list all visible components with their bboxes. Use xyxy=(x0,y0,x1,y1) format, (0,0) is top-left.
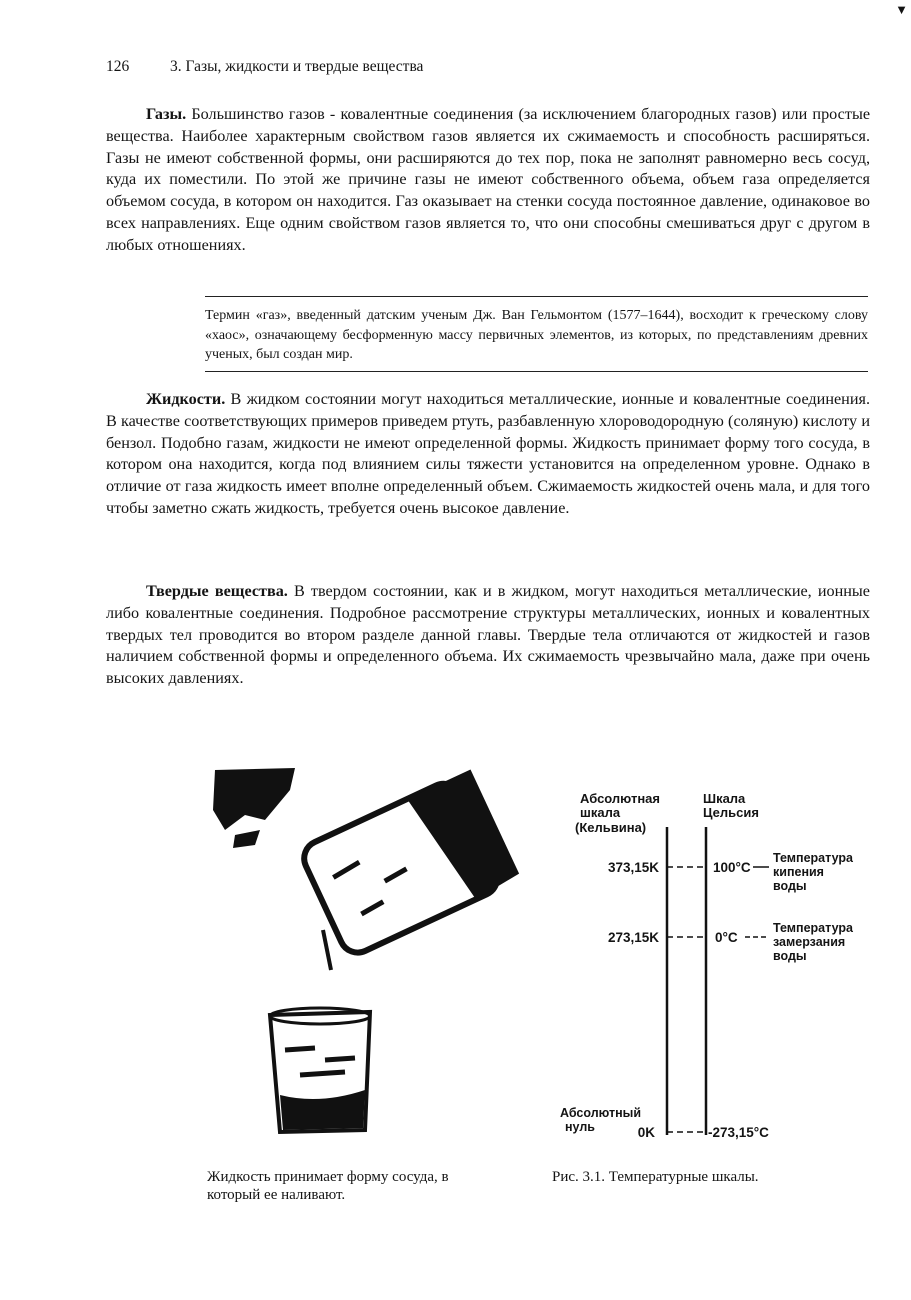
historical-note: Термин «газ», введенный датским ученым Дж. Ван Гельмонтом (1577–1644), восходит к греческому слову «хаос», означающему бесформенную массу первичных элементов, из которых, по представлениям древних ученых, был создан мир. xyxy=(205,296,868,372)
paragraph-gases xyxy=(106,104,870,257)
celsius-header-line: Цельсия xyxy=(703,805,759,820)
freezing-description-line: Температура xyxy=(773,921,853,935)
paragraph-gases-text: Большинство газов - ковалентные соединения (за исключением благородных газов) или простые вещества. Наиболее характерным свойством газов является их сжимаемость и способность расширяться. Газы не имеют собственной формы, они расширяются до тех пор, пока не заполнят равномерно весь сосуд, куда их поместили. По этой же причине газы не имеют собственного объема, объем газа определяется объемом сосуда, в котором он находится. Газ оказывает на стенки сосуда постоянное давление, одинаковое во всех направлениях. Еще одним свойством газов является то, что они способны смешиваться друг с другом в любых отношениях. xyxy=(106,105,870,254)
freezing-description-line: воды xyxy=(773,949,807,963)
paragraph-solids-text: В твердом состоянии, как и в жидком, могут находиться металлические, ионные либо ковалентные соединения. Подробное рассмотрение структуры металлических, ионных и ковалентных твердых тел проводится во втором разделе данной главы. Твердые тела отличаются от жидкостей и газов наличием собственной формы и определенного объема. Их сжимаемость чрезвычайно мала, даже при очень высоких давлениях. xyxy=(106,582,870,688)
paragraph-gases-lead: Газы. xyxy=(146,105,187,123)
page-header xyxy=(106,58,423,76)
figure-caption: Рис. 3.1. Температурные шкалы. xyxy=(552,1169,759,1185)
paragraph-solids-lead: Твердые вещества. xyxy=(146,582,288,600)
zero-celsius-label: -273,15°C xyxy=(708,1125,769,1140)
freezing-description-line: замерзания xyxy=(773,935,846,949)
page-number: 126 xyxy=(106,58,130,75)
boiling-description-line: кипения xyxy=(773,865,824,879)
celsius-header-line: Шкала xyxy=(703,791,746,806)
photo-caption-line: Жидкость принимает форму сосуда, в xyxy=(207,1169,449,1185)
chapter-title: 3. Газы, жидкости и твердые вещества xyxy=(170,58,424,75)
kelvin-header-line: шкала xyxy=(580,805,621,820)
zero-kelvin-label: 0K xyxy=(637,1125,655,1140)
paragraph-liquids-text: В жидком состоянии могут находиться металлические, ионные и ковалентные соединения. В качестве соответствующих примеров приведем ртуть, разбавленную хлороводородную (соляную) кислоту и бензол. Подобно газам, жидкости не имеют определенной формы. Жидкость принимает форму того сосуда, в котором она находится, когда под влиянием силы тяжести установится на определенном уровне. Однако в отличие от газа жидкость имеет вполне определенный объем. Сжимаемость жидкостей очень мала, и для того чтобы заметно сжать жидкость, требуется очень высокое давление. xyxy=(106,390,870,517)
photo-caption-line: который ее наливают. xyxy=(207,1187,346,1203)
photo-caption xyxy=(207,1168,449,1204)
paragraph-liquids xyxy=(106,389,870,520)
temperature-scales-diagram xyxy=(555,785,875,1155)
kelvin-header-line: (Кельвина) xyxy=(575,820,647,835)
boiling-description-line: Температура xyxy=(773,851,853,865)
boiling-description-line: воды xyxy=(773,879,807,893)
absolute-zero-label-line: Абсолютный xyxy=(560,1106,642,1120)
kelvin-header-line: Абсолютная xyxy=(580,791,660,806)
boiling-celsius-label: 100°C xyxy=(713,860,751,875)
glass-icon xyxy=(270,1008,370,1132)
scan-mark-icon: ▼ xyxy=(895,2,908,17)
paragraph-solids xyxy=(106,581,870,690)
freezing-celsius-label: 0°C xyxy=(715,930,738,945)
freezing-kelvin-label: 273,15K xyxy=(607,930,659,945)
absolute-zero-label-line: нуль xyxy=(565,1120,595,1134)
paragraph-liquids-lead: Жидкости. xyxy=(146,390,226,408)
boiling-kelvin-label: 373,15K xyxy=(607,860,659,875)
pouring-liquid-illustration xyxy=(205,760,525,1160)
